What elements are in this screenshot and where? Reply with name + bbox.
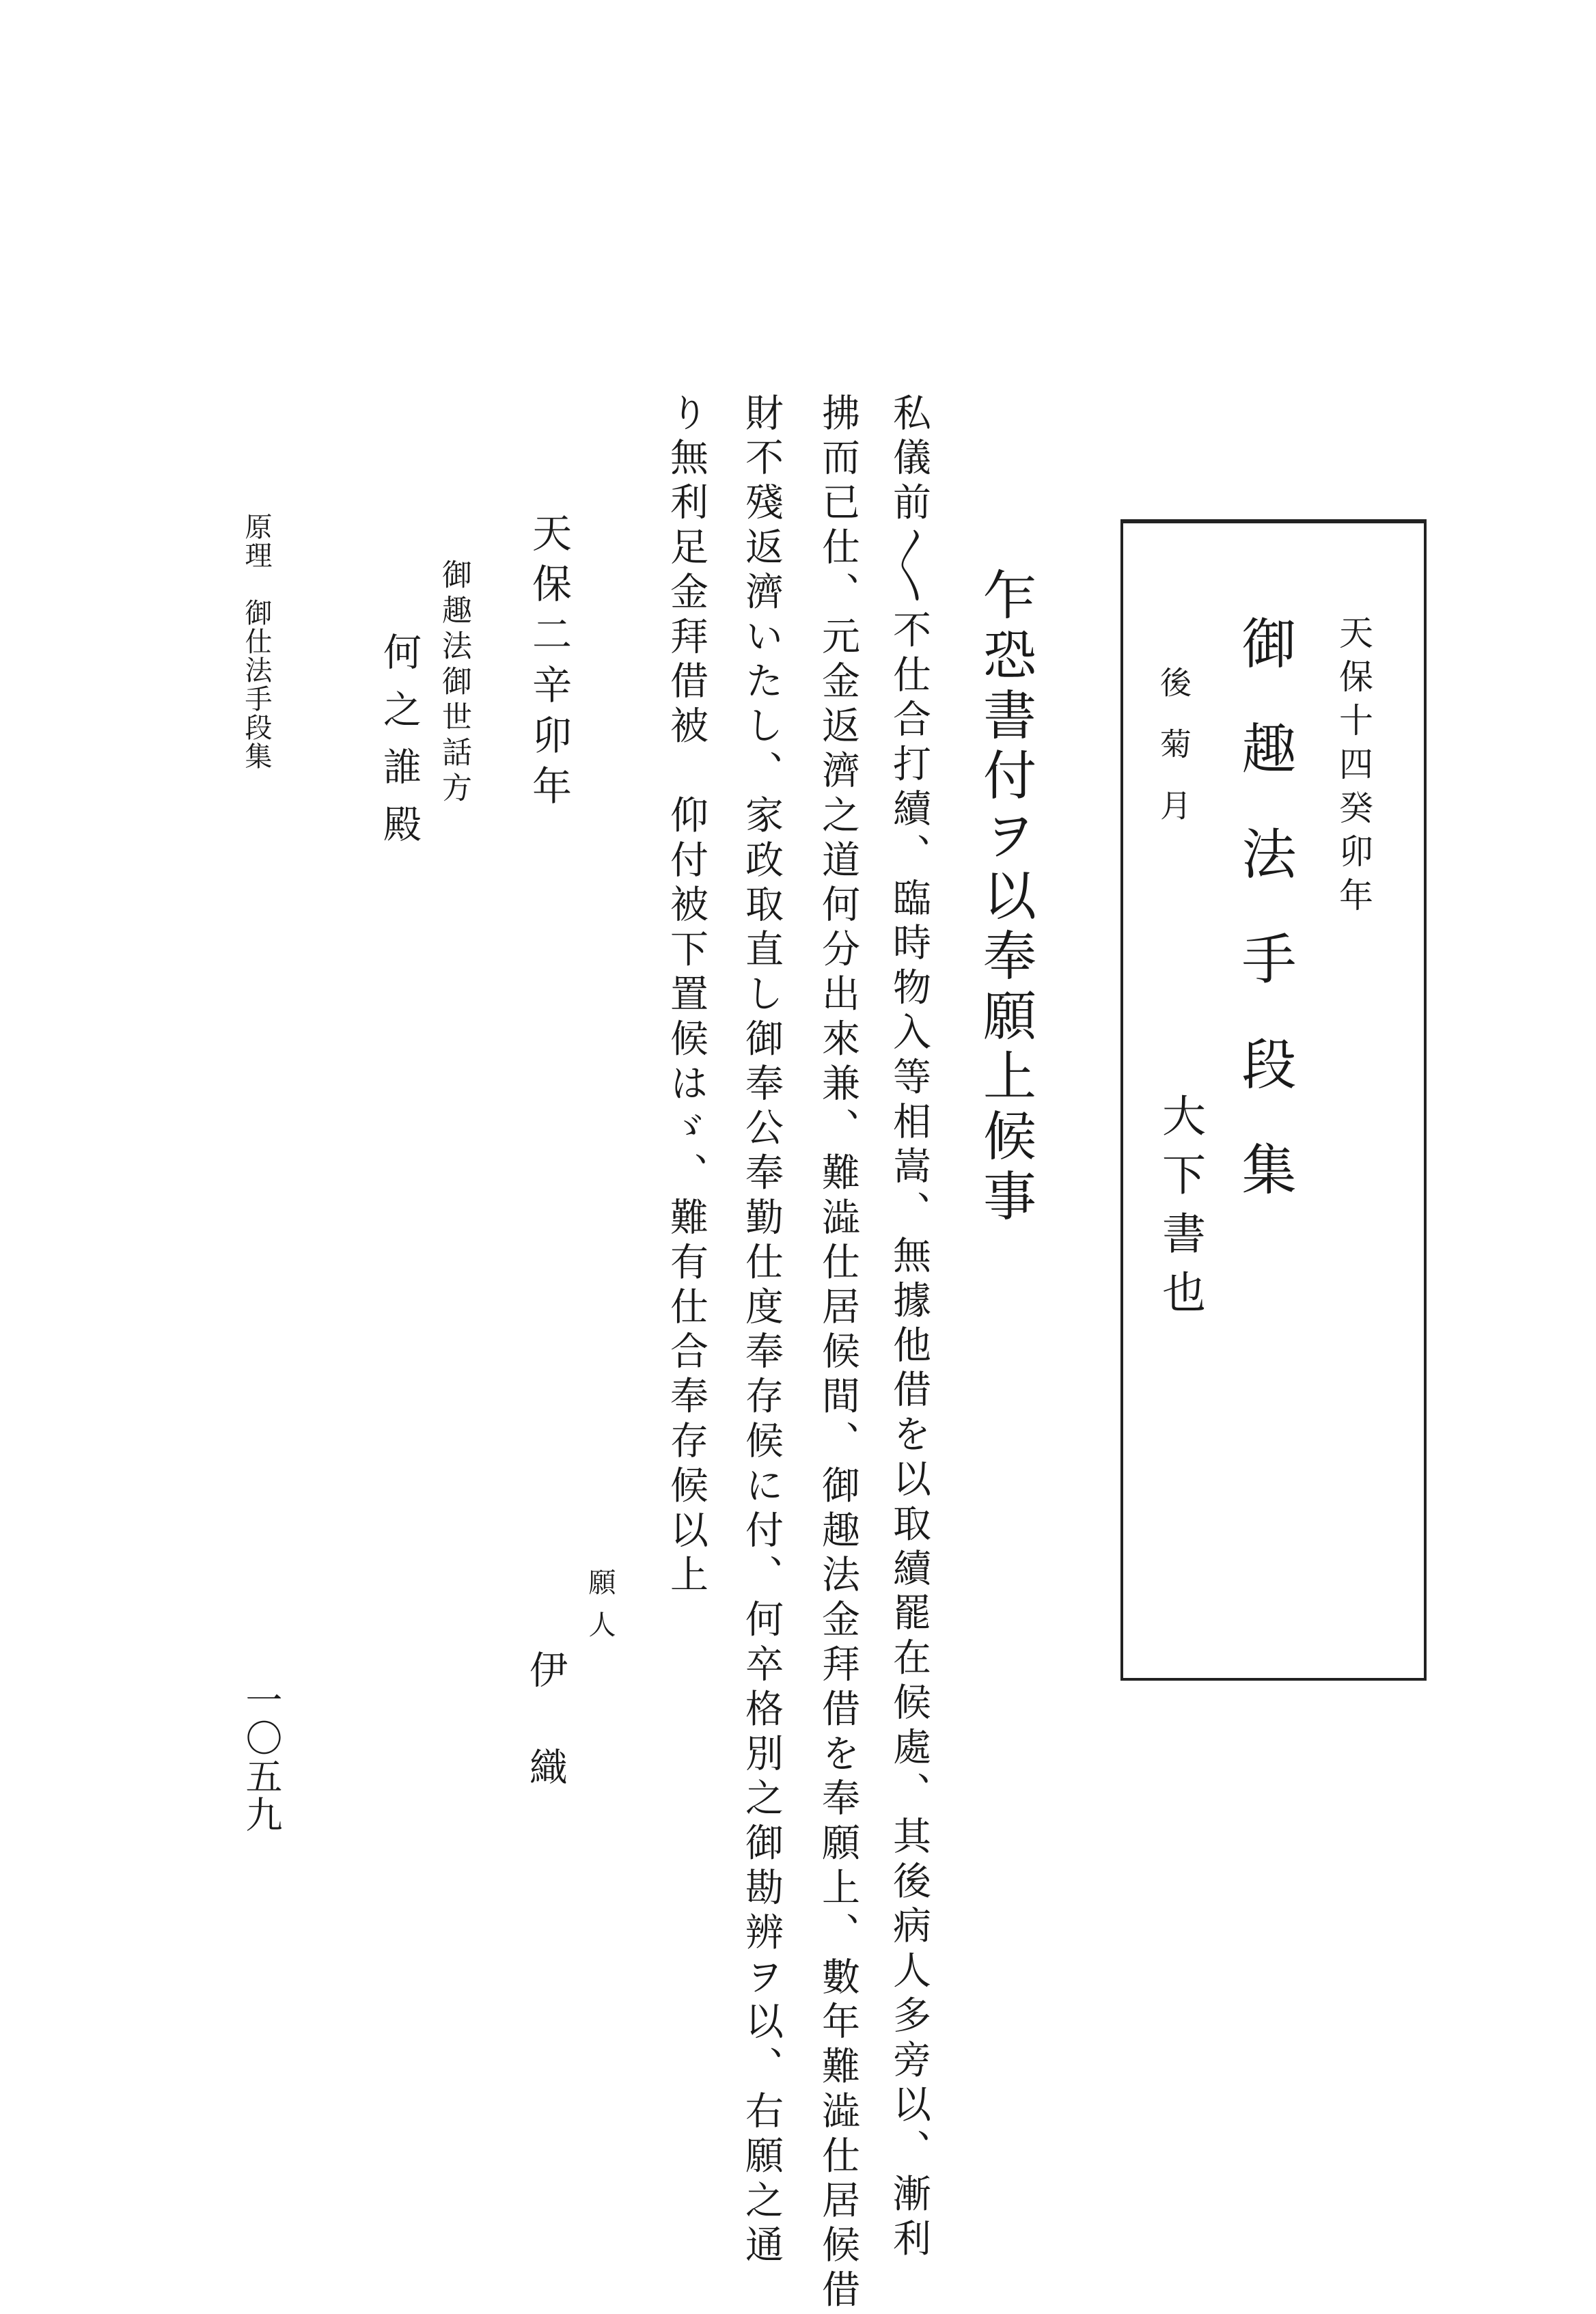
page-number: 一〇五九	[240, 1681, 283, 1834]
petition-body-column: 拂而已仕、元金返濟之道何分出來兼、難澁仕居候間、御趣法金拜借を奉願上、數年難澁仕居候借	[816, 393, 860, 2314]
petition-body-column: 財不殘返濟いたし、家政取直し御奉公奉勤仕度奉存候に付、何卒格別之御勘辨ヲ以、右願之通	[739, 393, 784, 2270]
addressee: 何之誰殿	[377, 632, 422, 862]
cover-author-note: 大下書也	[1155, 1093, 1205, 1328]
cover-season: 後菊月	[1155, 666, 1192, 851]
petition-body-column: り無利足金拜借被 仰付被下置候はゞ、難有仕合奉存候以上	[664, 393, 708, 1599]
petition-title: 乍恐書付ヲ以奉願上候事	[974, 567, 1036, 1228]
cover-title: 御趣法手段集	[1233, 615, 1296, 1246]
recipient-office: 御趣法御世話方	[437, 559, 471, 808]
cover-era-date: 天保十四癸卯年	[1334, 615, 1373, 921]
petitioner-name: 伊織	[523, 1650, 568, 1844]
petition-date: 天保二辛卯年	[525, 512, 572, 816]
petition-body-column: 私儀前〳〵不仕合打續、臨時物入等相嵩、無據他借を以取續罷在候處、其後病人多旁以、漸利	[887, 393, 931, 2263]
petitioner-role: 願人	[584, 1568, 616, 1653]
running-head: 原理 御仕法手段集	[240, 512, 272, 771]
